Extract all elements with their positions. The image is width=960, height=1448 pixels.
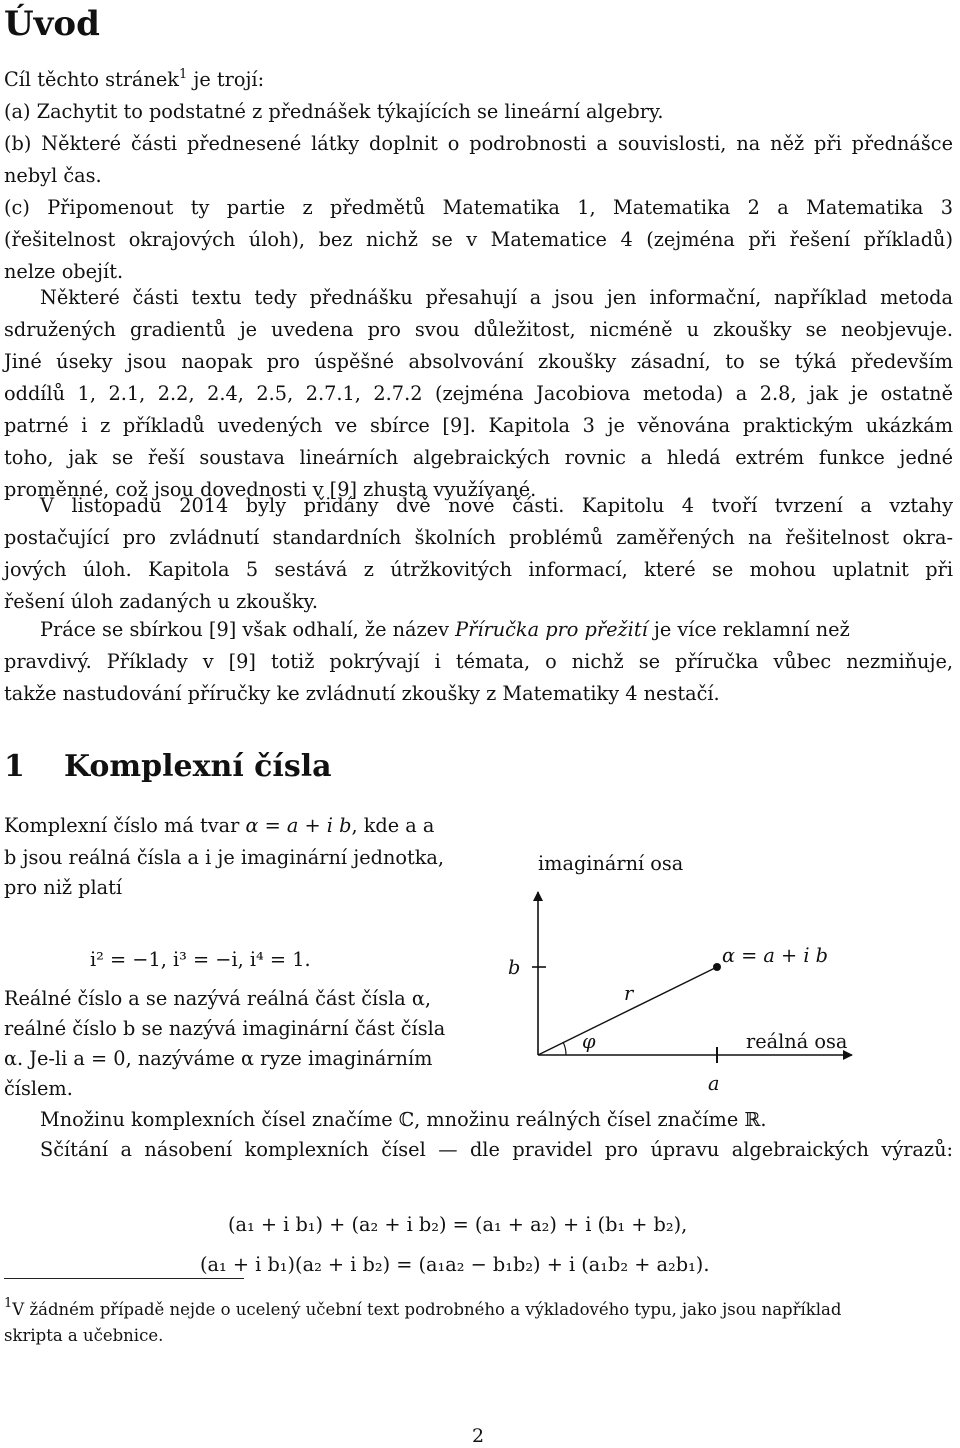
complex-def-line-3: pro niž platí xyxy=(4,876,123,899)
def-pre: Komplexní číslo má tvar xyxy=(4,814,246,837)
b-label: b xyxy=(508,956,521,979)
def-post: , kde a a xyxy=(351,814,435,837)
footnote-text: V žádném případě nejde o ucelený učební text podrobného a výkladového typu, jako jsou například xyxy=(12,1299,842,1319)
para2-line-4: řešení úloh zadaných u zkoušky. xyxy=(4,590,318,613)
imaginary-axis-label: imaginární osa xyxy=(538,852,684,875)
section-title: Komplexní čísla xyxy=(64,749,332,784)
handbook-title: Příručka pro přežití xyxy=(455,618,648,641)
item-c-line-3: nelze obejít. xyxy=(4,260,124,283)
para3-line-2: pravdivý. Příklady v [9] totiž pokrývají i témata, o nichž se příručka vůbec nezmiňuje, xyxy=(4,650,953,673)
complex-form-formula: α = a + i b xyxy=(245,814,352,837)
angle-arc xyxy=(563,1042,566,1055)
item-c-line-2: (řešitelnost okrajových úloh), bez nichž se v Matematice 4 (zejména při řešení příkladů) xyxy=(4,228,953,251)
complex-def-line-2: b jsou reálná čísla a i je imaginární jednotka, xyxy=(4,846,445,869)
modulus-line xyxy=(538,967,717,1055)
real-axis-label: reálná osa xyxy=(746,1030,848,1053)
para1-line-4: oddílů 1, 2.1, 2.2, 2.4, 2.5, 2.7.1, 2.7.2 (zejména Jacobiova metoda) a 2.8, jak je ostatně xyxy=(4,382,953,405)
item-b-line-1: (b) Některé části přednesené látky doplnit o podrobnosti a souvislosti, na něž při přednášce xyxy=(4,132,953,155)
operations-line: Sčítání a násobení komplexních čísel — dle pravidel pro úpravu algebraických výrazů: xyxy=(40,1138,953,1161)
section-heading xyxy=(4,745,332,789)
footnote-line-2: skripta a učebnice. xyxy=(4,1325,164,1345)
section-number: 1 xyxy=(4,749,25,784)
item-a: (a) Zachytit to podstatné z přednášek týkajících se lineární algebry. xyxy=(4,100,664,123)
page-number: 2 xyxy=(472,1425,485,1447)
footnote-mark[interactable]: 1 xyxy=(178,67,188,82)
footnote-line-1 xyxy=(4,1297,841,1323)
item-c-line-1: (c) Připomenout ty partie z předmětů Matematika 1, Matematika 2 a Matematika 3 xyxy=(4,196,953,219)
para2-line-1: V listopadu 2014 byly přidány dvě nové části. Kapitolu 4 tvoří tvrzení a vztahy xyxy=(40,494,953,517)
footnote-number: 1 xyxy=(4,1295,13,1311)
goal-suffix: je trojí: xyxy=(187,68,265,91)
para1-line-5: patrné i z příkladů uvedených ve sbírce [9]. Kapitola 3 je věnována praktickým ukázkám xyxy=(4,414,953,437)
para1-line-7: proměnné, což jsou dovednosti v [9] zhusta využívané. xyxy=(4,478,537,501)
complex-def-line-1 xyxy=(4,810,434,842)
powers-of-i: i² = −1, i³ = −i, i⁴ = 1. xyxy=(90,948,311,972)
para3-pre: Práce se sbírkou [9] však odhalí, že název xyxy=(40,618,456,641)
footnote-rule xyxy=(4,1278,244,1279)
addition-equation: (a₁ + i b₁) + (a₂ + i b₂) = (a₁ + a₂) + i (b₁ + b₂), xyxy=(228,1213,688,1237)
para2-line-2: postačující pro zvládnutí standardních školních problémů zaměřených na řešitelnost okra- xyxy=(4,526,953,549)
sets-line: Množinu komplexních čísel značíme ℂ, množinu reálných čísel značíme ℝ. xyxy=(40,1108,767,1131)
real-part-line-4: číslem. xyxy=(4,1077,73,1100)
complex-plane-svg xyxy=(490,840,950,1100)
real-part-line-3: α. Je-li a = 0, nazýváme α ryze imaginárním xyxy=(4,1047,433,1070)
phi-label: φ xyxy=(582,1030,596,1053)
intro-title: Úvod xyxy=(4,4,100,44)
multiplication-equation: (a₁ + i b₁)(a₂ + i b₂) = (a₁a₂ − b₁b₂) + i (a₁b₂ + a₂b₁). xyxy=(200,1253,710,1277)
para3-post: je více reklamní než xyxy=(647,618,850,641)
para2-line-3: jových úloh. Kapitola 5 sestává z útržkovitých informací, které se mohou uplatnit při xyxy=(4,558,953,581)
alpha-point-label: α = a + i b xyxy=(722,944,828,967)
para3-line-3: takže nastudování příručky ke zvládnutí zkoušky z Matematiky 4 nestačí. xyxy=(4,682,720,705)
r-label: r xyxy=(624,982,634,1005)
real-part-line-2: reálné číslo b se nazývá imaginární část čísla xyxy=(4,1017,446,1040)
para1-line-2: sdružených gradientů je uvedena pro svou důležitost, nicméně u zkoušky se neobjevuje. xyxy=(4,318,953,341)
item-b-line-2: nebyl čas. xyxy=(4,164,102,187)
para1-line-3: Jiné úseky jsou naopak pro úspěšné absolvování zkoušky zásadní, to se týká především xyxy=(4,350,953,373)
para1-line-6: toho, jak se řeší soustava lineárních algebraických rovnic a hledá extrém funkce jedné xyxy=(4,446,953,469)
para1-line-1: Některé části textu tedy přednášku přesahují a jsou jen informační, například metoda xyxy=(40,286,953,309)
goal-line xyxy=(4,64,264,96)
real-part-line-1: Reálné číslo a se nazývá reálná část čísla α, xyxy=(4,987,432,1010)
goal-prefix: Cíl těchto stránek xyxy=(4,68,179,91)
complex-plane-diagram xyxy=(490,840,950,1100)
para3-line-1 xyxy=(40,614,850,646)
alpha-point xyxy=(713,963,721,971)
a-label: a xyxy=(708,1072,720,1095)
